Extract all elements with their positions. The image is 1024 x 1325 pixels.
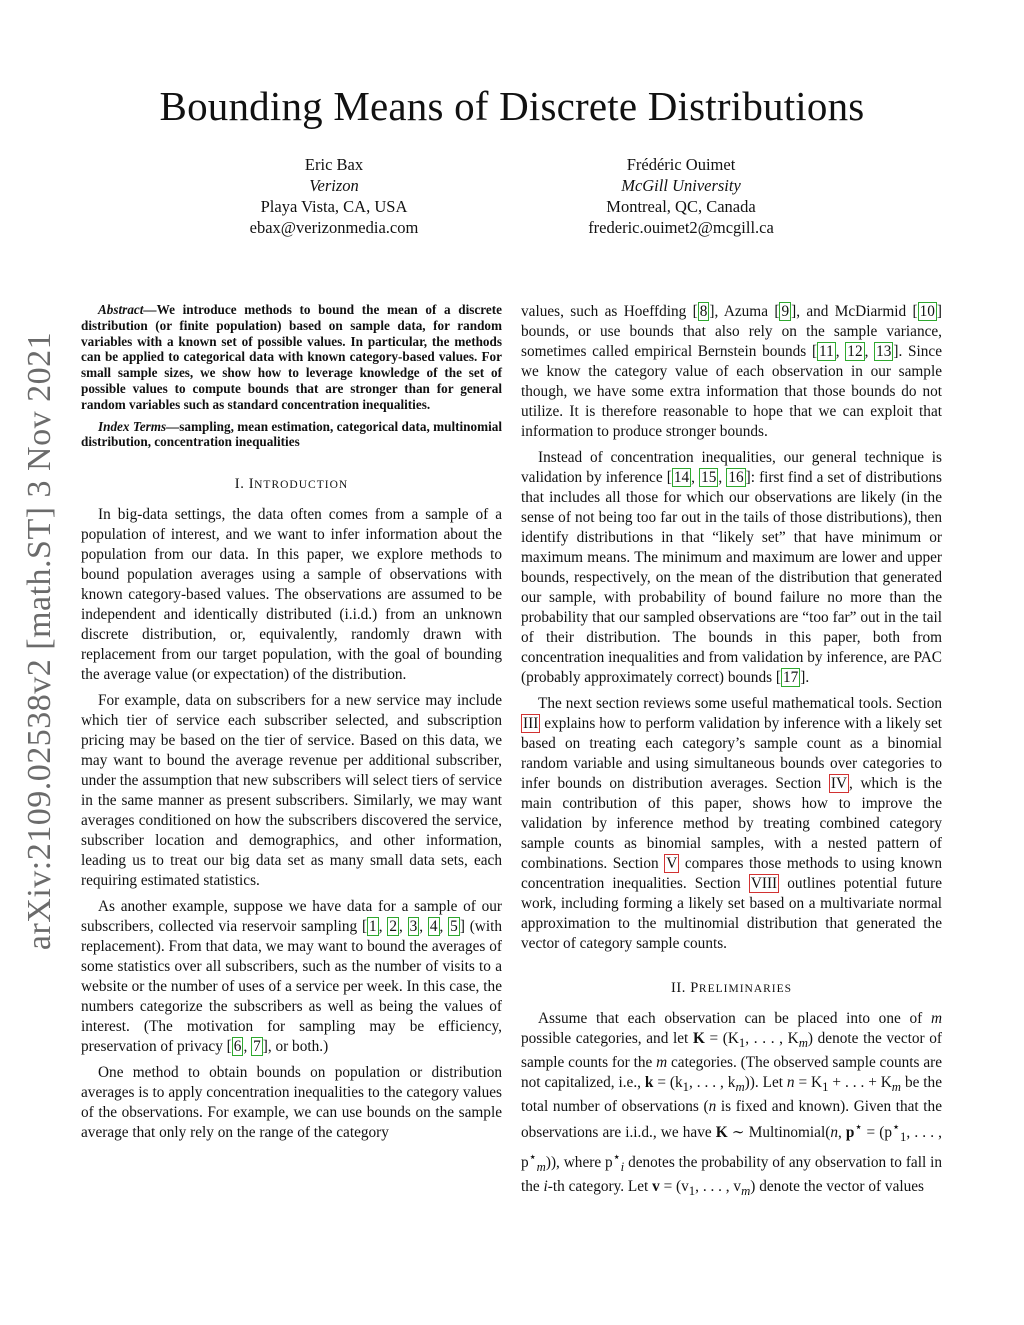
citation-link[interactable]: 10 — [919, 303, 935, 320]
math: m — [656, 1054, 668, 1072]
math: ⋆ — [854, 1120, 863, 1135]
section-link[interactable]: IV — [830, 775, 848, 792]
text-run: As another example, suppose we have data for a sample of our subscribers, collected via reservoir sampling [ — [81, 898, 502, 936]
text-run: , . . . , p — [521, 1124, 942, 1172]
author-block-2 — [531, 154, 831, 238]
index-terms-label: Index Terms— — [98, 418, 180, 434]
section-link[interactable]: VIII — [750, 875, 778, 892]
text-run: , . . . , K — [745, 1030, 799, 1047]
math: m — [735, 1080, 745, 1095]
right-paragraph-3 — [521, 694, 942, 954]
citation-link[interactable]: 1 — [369, 918, 377, 936]
citation-link[interactable]: 16 — [728, 469, 744, 486]
author-name: Eric Bax — [304, 155, 364, 174]
author-email: frederic.ouimet2@mcgill.ca — [588, 218, 774, 237]
math: i — [543, 1178, 548, 1196]
math: ⋆ — [612, 1150, 621, 1165]
section-link[interactable]: III — [523, 715, 539, 732]
math: k — [644, 1074, 654, 1092]
math: K — [692, 1030, 705, 1047]
abstract-label: Abstract— — [98, 302, 157, 317]
author-email: ebax@verizonmedia.com — [249, 218, 419, 237]
text-run: = (p — [862, 1124, 893, 1142]
author-name: Frédéric Ouimet — [626, 155, 736, 174]
text-run: ∼ Multinomial( — [727, 1124, 831, 1142]
text-run: The next section reviews some useful mathematical tools. Section — [538, 695, 942, 712]
citation-link[interactable]: 2 — [389, 918, 397, 936]
math: v — [652, 1178, 660, 1196]
citation-link[interactable]: 11 — [819, 343, 834, 360]
citation-link[interactable]: 6 — [233, 1038, 242, 1056]
right-paragraph-2: Instead of concentration inequalities, our general technique is validation by inference [ 14 , 15 , 16 ]: first find a set of distributions that includes all those for which our observations are likely (in the sense of not being too far out in the tails of those distributions), then identify distributions in that “likely set” that have minimum or maximum means. The minimum and maximum are lower and upper bounds, respectively, on the mean of the distribution that generated our sample, with probability of bound failure no more than the probability that our sampled observations are “too far” out in the tail of their distribution. The bounds in this paper, both from concentration inequalities and from validation by inference, are PAC (probably approximately correct) bounds [ 17 ]. — [521, 449, 942, 686]
text-run: = (v — [659, 1178, 689, 1196]
abstract-text: We introduce methods to bound the mean of a discrete distribution (or finite population) based on sample data, for random variables with a known set of possible values. In particular, the methods can be applied to categorical data with known category-based values. For small sample sizes, we show how to leverage knowledge of the set of possible values to compute bounds that are stronger than for general random variables such as standard concentration inequalities. — [81, 302, 502, 412]
text-run: ], and McDiarmid [ — [791, 303, 918, 320]
author-location: Montreal, QC, Canada — [606, 197, 756, 216]
author-affiliation: McGill University — [621, 176, 741, 195]
arxiv-identifier[interactable]: arXiv:2109.02538v2 [math.ST] 3 Nov 2021 — [21, 331, 58, 951]
text-run: , — [837, 1124, 846, 1142]
math: n — [786, 1074, 795, 1092]
math: 1 — [738, 1036, 746, 1051]
intro-paragraph-1: In big-data settings, the data often comes from a sample of a population of interest, and we want to infer information about the population from our data. In this paper, we explore methods to bound population averages using a sample of observations with known category-based values. The observations are assumed to be independent and identically distributed (i.i.d.) from an unknown discrete distribution, or, equivalently, randomly drawn with replacement from our target population, with the goal of bounding the average value (or expectation) of the distribution. — [81, 506, 502, 684]
citation-link[interactable]: 17 — [782, 669, 799, 686]
citation-link[interactable]: 5 — [450, 918, 458, 936]
text-run: values, such as Hoeffding [ — [521, 303, 698, 320]
text-run: explains how to perform validation by inference with a likely set based on treating each category’s sample count as a binomial random variable and using simultaneous bounds over categories to infer bounds on distribution averages. Section — [521, 715, 942, 792]
section-rest: RELIMINARIES — [698, 983, 793, 995]
citation-link[interactable]: 4 — [429, 918, 438, 936]
math: m — [536, 1160, 546, 1175]
text-run: , which is the main contribution of this paper, shows how to improve the validation by inference method by treating combined category sample counts as binomial samples, with a nested pattern of combinations. Section — [521, 775, 943, 872]
citation-link[interactable]: 14 — [673, 469, 690, 486]
text-run: ) denote the vector of sample counts for the — [521, 1030, 943, 1072]
text-run: ], Azuma [ — [709, 303, 780, 320]
citation-link[interactable]: 13 — [876, 343, 892, 360]
citation-link[interactable]: 12 — [847, 343, 863, 360]
left-column — [81, 302, 502, 1149]
right-column — [521, 302, 942, 1207]
text-run: ) denote the vector of values — [750, 1178, 924, 1196]
preliminaries-paragraph-1 — [521, 1009, 942, 1201]
section-link[interactable]: V — [666, 855, 678, 872]
text-run: Assume that each observation can be placed into one of — [538, 1010, 931, 1027]
citation-link[interactable]: 7 — [253, 1038, 261, 1056]
text-run: outlines potential future work, including forming a likely set based on a multivariate normal approximation to the multinomial distribution that generated the vector of category sample counts. — [521, 875, 942, 952]
text-run: ]: first find a set of distributions that includes all those for which our observations are likely (in the sense of not being too far out in the tails of those distributions), then identify distributions in that “likely set” that have minimum or maximum means. The minimum and maximum are lower and upper bounds, respectively, on the mean of the distribution that generated our sample, with probability of bound failure no more than the probability that our sampled observations are “too far” out in the tail of their distribution. The bounds in this paper, both from concentration inequalities and from validation by inference, are PAC (probably approximately correct) bounds [ — [521, 469, 942, 686]
section-initial: P — [690, 980, 699, 996]
intro-paragraph-2: For example, data on subscribers for a new service may include which tier of service each subscriber selected, and subscription pricing may be based on the tier of service. Based on this data, we may want to bound the average revenue per additional subscriber, under the assumption that new subscribers will select tiers of service in the same manner as present subscribers. Similarly, we may want averages conditioned on how the subscribers discovered the service, subscriber location and demographics, and other information, leading us to treat our big data set as many small data sets, each requiring estimated statistics. — [81, 692, 502, 890]
right-paragraph-1: values, such as Hoeffding [ 8 ], Azuma [ 9 ], and McDiarmid [ 10 ] bounds, or use bounds that also rely on the sample variance, sometimes called empirical Bernstein bounds [ 11 , 12 , 13 ]. Since we know the category value of each observation in our sample though, we have some extra information that those bounds do not utilize. It is therefore reasonable to hope that we can exploit that information to produce stronger bounds. — [521, 303, 942, 440]
intro-paragraph-3: As another example, suppose we have data for a sample of our subscribers, collected via reservoir sampling [ 1 , 2 , 3 , 4 , 5 ] (with replacement). From that data, we may want to bound the averages of some statistics over all subscribers, such as the number of visits to a website or the number of uses of a service per week. In this case, the numbers categorize the subscribers as well as being the values of interest. (The motivation for sampling may be efficiency, preservation of privacy [ 6 , 7 ], or both.) — [81, 898, 503, 1056]
text-run: ] bounds, or use bounds that also rely on the sample variance, sometimes called empirical Bernstein bounds [ — [521, 303, 942, 360]
section-heading-introduction — [81, 474, 502, 495]
math: n — [830, 1124, 838, 1142]
text-run: denotes the probability of any observation to fall in the — [521, 1154, 942, 1196]
intro-paragraph-4: One method to obtain bounds on population or distribution averages is to apply concentration inequalities to the category values of the observations. For example, we can use bounds on the sample average that only rely on the range of the category — [81, 1064, 502, 1142]
section-numeral: I. — [234, 476, 249, 493]
text-run: = (k — [653, 1074, 683, 1092]
text-run: categories. (The observed sample counts are not capitalized, i.e., — [521, 1054, 942, 1092]
text-run: ], or both.) — [262, 1038, 329, 1056]
author-affiliation: Verizon — [309, 176, 359, 195]
math: m — [741, 1184, 751, 1199]
text-run: )). Let — [744, 1074, 787, 1092]
text-run: be the total number of observations ( — [521, 1074, 942, 1116]
math: ⋆ — [528, 1150, 537, 1165]
index-terms-text: sampling, mean estimation, categorical data, multinomial distribution, concentration inequalities — [81, 418, 503, 450]
text-run: Instead of concentration inequalities, our general technique is validation by inference [ — [521, 449, 942, 486]
math: m — [891, 1080, 902, 1095]
math: m — [798, 1036, 808, 1051]
paper-title: Bounding Means of Discrete Distributions — [159, 83, 865, 129]
section-numeral: II. — [670, 980, 691, 996]
text-run: = (K — [704, 1030, 739, 1047]
text-run: ]. Since we know the category value of each observation in our sample though, we have some extra information that those bounds do not utilize. It is therefore reasonable to hope that we can exploit that information to produce stronger bounds. — [521, 343, 942, 440]
citation-link[interactable]: 15 — [701, 469, 717, 486]
text-run: compares those methods to using known concentration inequalities. Section — [521, 855, 943, 892]
math: K — [715, 1124, 728, 1142]
text-run: ]. — [800, 669, 810, 686]
text-run: ] (with replacement). From that data, we may want to bound the averages of some statistics over all subscribers, such as the number of visits to a website or the number of uses of a service per week. In this case, the numbers categorize the subscribers as well as being the values of interest. (The motivation for sampling may be efficiency, preservation of privacy [ — [81, 918, 503, 1056]
math: 1 — [900, 1130, 907, 1145]
text-run: + . . . + K — [828, 1074, 892, 1092]
citation-link[interactable]: 9 — [781, 303, 790, 320]
text-run: , . . . , k — [689, 1074, 736, 1092]
math: n — [708, 1098, 717, 1116]
text-run: -th category. Let — [547, 1178, 653, 1196]
text-run: = K — [794, 1074, 823, 1092]
author-block-1 — [184, 154, 484, 238]
author-location: Playa Vista, CA, USA — [260, 197, 408, 216]
abstract — [81, 302, 502, 413]
math: i — [620, 1160, 625, 1175]
index-terms — [81, 419, 502, 451]
math: m — [930, 1010, 942, 1027]
section-heading-preliminaries — [521, 978, 942, 999]
math: ⋆ — [892, 1120, 901, 1135]
math: 1 — [682, 1080, 690, 1095]
math: p — [845, 1124, 855, 1142]
citation-link[interactable]: 8 — [699, 303, 708, 320]
text-run: , . . . , v — [695, 1178, 742, 1196]
section-rest: NTRODUCTION — [254, 479, 349, 492]
text-run: possible categories, and let — [521, 1030, 693, 1047]
section-initial: I — [248, 476, 255, 493]
citation-link[interactable]: 3 — [409, 918, 418, 936]
text-run: )), where p — [545, 1154, 613, 1172]
math: 1 — [822, 1080, 829, 1095]
math: 1 — [688, 1184, 696, 1199]
text-run: is fixed and known). Given that the observations are i.i.d., we have — [521, 1098, 942, 1142]
